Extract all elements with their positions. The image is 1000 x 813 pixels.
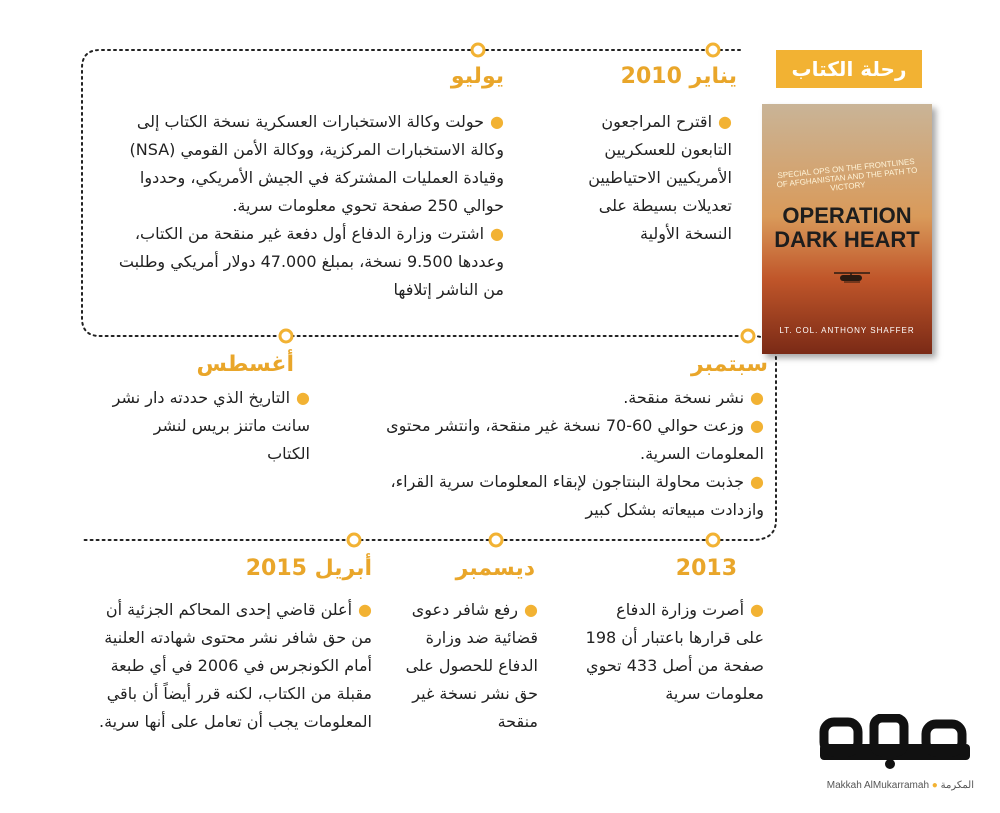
- july-item-2: [104, 220, 504, 304]
- marker-2013: [707, 534, 719, 546]
- logo-caption-ar: المكرمة: [940, 780, 974, 791]
- makkah-logo-mark: [814, 714, 974, 776]
- section-jan2010: [552, 108, 732, 248]
- heading-jan2010: يناير 2010: [620, 64, 737, 89]
- bullet-icon: ●: [750, 416, 764, 435]
- april2015-item-1: [82, 596, 372, 736]
- bullet-icon: ●: [750, 388, 764, 407]
- september-text-2: وزعت حوالي 60-70 نسخة غير منقحة، وانتشر محتوى المعلومات السرية.: [386, 416, 764, 463]
- book-cover: [762, 104, 932, 354]
- july-text-2: اشترت وزارة الدفاع أول دفعة غير منقحة من الكتاب، وعددها 9.500 نسخة، بمبلغ 47.000 دولار أمريكي وطلبت من الناشر إتلافها: [118, 224, 504, 299]
- jan2010-text-1: اقترح المراجعون التابعون للعسكريين الأمريكيين الاحتياطيين تعديلات بسيطة على النسخة الأولية: [588, 112, 732, 243]
- book-title: [762, 204, 932, 252]
- section-april2015: [82, 596, 372, 736]
- y2013-item-1: [584, 596, 764, 708]
- bullet-icon: ●: [490, 224, 504, 243]
- april2015-text-1: أعلن قاضي إحدى المحاكم الجزئية أن من حق شافر نشر محتوى شهادته العلنية أمام الكونجرس في 2006 في أي طبعة مقبلة من الكتاب، لكنه قرر أيضاً أن باقي المعلومات يجب أن تعامل على أنها سرية.: [99, 600, 372, 731]
- marker-april2015: [348, 534, 360, 546]
- july-item-1: [104, 108, 504, 220]
- bullet-icon: ●: [358, 600, 372, 619]
- bullet-icon: ●: [750, 472, 764, 491]
- september-item-3: [344, 468, 764, 524]
- september-text-3: جذبت محاولة البنتاجون لإبقاء المعلومات سرية القراء، وازدادت مبيعاته بشكل كبير: [390, 472, 764, 519]
- heading-september: سبتمبر: [690, 352, 768, 377]
- august-text-1: التاريخ الذي حددته دار نشر سانت ماتنز بريس لنشر الكتاب: [112, 388, 310, 463]
- bullet-icon: ●: [750, 600, 764, 619]
- december-text-1: رفع شافر دعوى قضائية ضد وزارة الدفاع للحصول على حق نشر نسخة غير منقحة: [405, 600, 538, 731]
- marker-jan2010: [707, 44, 719, 56]
- july-text-1: حولت وكالة الاستخبارات العسكرية نسخة الكتاب إلى وكالة الاستخبارات المركزية، ووكالة الأمن القومي (NSA) وقيادة العمليات المشتركة في الجيش الأمريكي، وحددوا حوالي 250 صفحة تحوي معلومات سرية.: [129, 112, 504, 215]
- logo-caption: [814, 780, 974, 791]
- marker-september: [742, 330, 754, 342]
- book-author: LT. COL. ANTHONY SHAFFER: [779, 326, 915, 335]
- helicopter-icon: [832, 270, 872, 284]
- heading-august: أغسطس: [196, 352, 294, 377]
- heading-july: يوليو: [450, 64, 504, 89]
- heading-april2015: أبريل 2015: [245, 556, 372, 581]
- section-august: [110, 384, 310, 468]
- december-item-1: [398, 596, 538, 736]
- september-item-1: [344, 384, 764, 412]
- logo-dot-icon: ●: [931, 780, 938, 791]
- page-title: رحلة الكتاب: [776, 50, 922, 88]
- makkah-logo: [814, 714, 974, 804]
- marker-december: [490, 534, 502, 546]
- bullet-icon: ●: [490, 112, 504, 131]
- section-july: [104, 108, 504, 304]
- august-item-1: [110, 384, 310, 468]
- book-title-line2: DARK HEART: [774, 227, 920, 252]
- september-text-1: نشر نسخة منقحة.: [623, 388, 745, 407]
- heading-december: ديسمبر: [455, 556, 535, 581]
- section-december: [398, 596, 538, 736]
- bullet-icon: ●: [296, 388, 310, 407]
- bullet-icon: ●: [524, 600, 538, 619]
- september-item-2: [344, 412, 764, 468]
- logo-caption-en: Makkah AlMukarramah: [826, 780, 930, 791]
- marker-july: [472, 44, 484, 56]
- section-september: [344, 384, 764, 524]
- book-subtitle: SPECIAL OPS ON THE FRONTLINES OF AFGHANISTAN AND THE PATH TO VICTORY: [776, 156, 918, 193]
- marker-august: [280, 330, 292, 342]
- jan2010-item-1: [552, 108, 732, 248]
- section-2013: [584, 596, 764, 708]
- book-title-line1: OPERATION: [782, 203, 912, 228]
- y2013-text-1: أصرت وزارة الدفاع على قرارها باعتبار أن 198 صفحة من أصل 433 تحوي معلومات سرية: [585, 600, 764, 703]
- bullet-icon: ●: [718, 112, 732, 131]
- heading-2013: 2013: [675, 556, 737, 581]
